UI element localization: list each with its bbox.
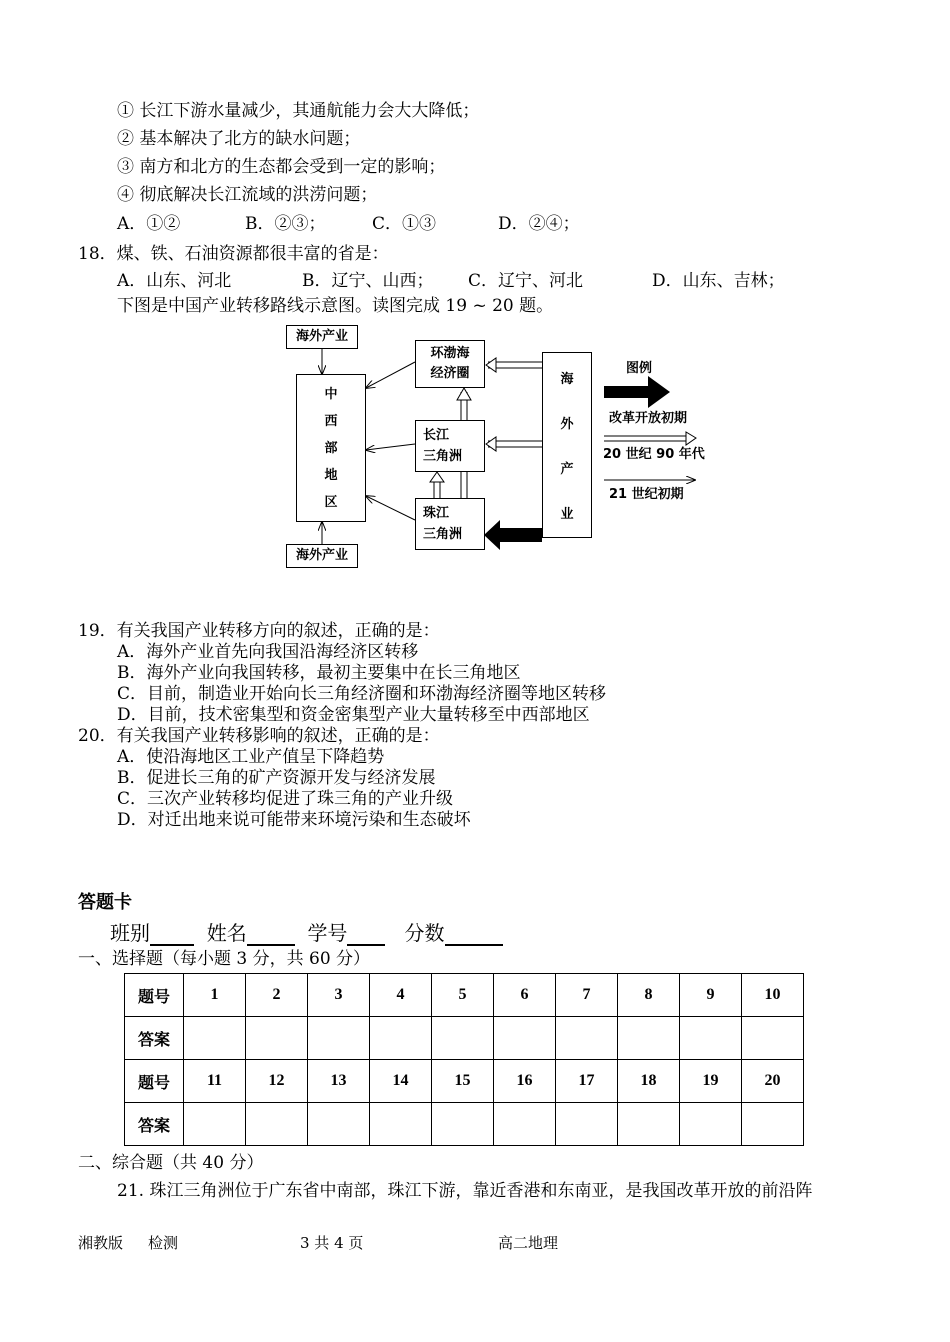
q-number: 20 <box>742 1060 804 1103</box>
q-number: 13 <box>308 1060 370 1103</box>
q-number: 14 <box>370 1060 432 1103</box>
q-number: 8 <box>618 974 680 1017</box>
student-id-blank[interactable] <box>347 926 385 946</box>
q-number: 6 <box>494 974 556 1017</box>
q-number: 12 <box>246 1060 308 1103</box>
answer-cell[interactable] <box>370 1017 432 1060</box>
table-row <box>125 1017 804 1060</box>
q18-option-a: A．山东、河北 <box>117 271 232 291</box>
q-number: 19 <box>680 1060 742 1103</box>
q17-item-3: ③ 南方和北方的生态都会受到一定的影响； <box>117 157 446 177</box>
table-row <box>125 1060 804 1103</box>
footer-page: 3 共 4 页 <box>300 1234 364 1252</box>
q20-option-a: A．使沿海地区工业产值呈下降趋势 <box>117 747 385 767</box>
q18-stem: 18．煤、铁、石油资源都很丰富的省是： <box>78 244 389 264</box>
row-label-a: 答案 <box>125 1103 184 1146</box>
q17-option-a: A．①② <box>117 214 181 234</box>
bohai-box: 环渤海 经济圈 <box>415 340 485 388</box>
section2-title: 二、综合题（共 40 分） <box>78 1153 264 1173</box>
answer-cell[interactable] <box>556 1103 618 1146</box>
q-number: 3 <box>308 974 370 1017</box>
legend-arrow-reform <box>604 376 670 408</box>
legend-90s-label: 20 世纪 90 年代 <box>603 447 705 462</box>
answer-cell[interactable] <box>246 1017 308 1060</box>
q-number: 7 <box>556 974 618 1017</box>
q20-option-b: B．促进长三角的矿产资源开发与经济发展 <box>117 768 436 788</box>
answer-table <box>124 973 804 1146</box>
section1-title: 一、选择题（每小题 3 分，共 60 分） <box>78 949 371 969</box>
q17-item-2: ② 基本解决了北方的缺水问题； <box>117 129 361 149</box>
q19-stem: 19．有关我国产业转移方向的叙述，正确的是： <box>78 621 440 641</box>
answer-cell[interactable] <box>680 1017 742 1060</box>
q21-stem: 21. 珠江三角洲位于广东省中南部，珠江下游，靠近香港和东南亚，是我国改革开放的前沿阵 <box>117 1181 813 1201</box>
name-label: 姓名 <box>206 921 247 945</box>
answer-cell[interactable] <box>308 1103 370 1146</box>
arrow-bohai-to-midwest <box>366 362 415 388</box>
answer-cell[interactable] <box>308 1017 370 1060</box>
row-label-a: 答案 <box>125 1017 184 1060</box>
answer-cell[interactable] <box>618 1017 680 1060</box>
row-label-q: 题号 <box>125 974 184 1017</box>
answer-cell[interactable] <box>432 1017 494 1060</box>
q-number: 5 <box>432 974 494 1017</box>
legend-title: 图例 <box>626 361 653 376</box>
class-blank[interactable] <box>150 926 194 946</box>
q-number: 2 <box>246 974 308 1017</box>
answer-card-title: 答题卡 <box>78 892 132 913</box>
q-number: 16 <box>494 1060 556 1103</box>
yangtze-box: 长江 三角洲 <box>415 420 485 472</box>
student-id-label: 学号 <box>307 921 348 945</box>
q-number: 17 <box>556 1060 618 1103</box>
answer-cell[interactable] <box>432 1103 494 1146</box>
q19-option-d: D．目前，技术密集型和资金密集型产业大量转移至中西部地区 <box>117 705 590 725</box>
answer-cell[interactable] <box>742 1017 804 1060</box>
q17-option-c: C．①③ <box>372 214 437 234</box>
q17-option-d: D．②④； <box>498 214 580 234</box>
q-number: 10 <box>742 974 804 1017</box>
q-number: 4 <box>370 974 432 1017</box>
legend-reform-label: 改革开放初期 <box>609 411 688 426</box>
answer-cell[interactable] <box>246 1103 308 1146</box>
q17-item-1: ① 长江下游水量减少，其通航能力会大大降低； <box>117 101 480 121</box>
pearl-box: 珠江 三角洲 <box>415 498 485 550</box>
q20-stem: 20．有关我国产业转移影响的叙述，正确的是： <box>78 726 440 746</box>
diagram-intro: 下图是中国产业转移路线示意图。读图完成 19 ~ 20 题。 <box>117 296 554 316</box>
overseas-bottom-box: 海外产业 <box>286 544 358 568</box>
q20-option-d: D．对迁出地来说可能带来环境污染和生态破坏 <box>117 810 471 830</box>
q19-option-a: A．海外产业首先向我国沿海经济区转移 <box>117 642 419 662</box>
arrow-yangtze-to-midwest <box>366 444 415 450</box>
q18-option-c: C．辽宁、河北 <box>468 271 584 291</box>
footer-type: 检测 <box>148 1234 179 1252</box>
q17-item-4: ④ 彻底解决长江流域的洪涝问题； <box>117 185 378 205</box>
overseas-top-box: 海外产业 <box>286 325 358 349</box>
q18-option-b: B．辽宁、山西； <box>302 271 434 291</box>
footer-publisher: 湘教版 <box>78 1234 124 1252</box>
arrow-pearl-to-midwest <box>366 496 415 520</box>
q19-option-c: C．目前，制造业开始向长三角经济圈和环渤海经济圈等地区转移 <box>117 684 607 704</box>
name-blank[interactable] <box>247 926 295 946</box>
answer-cell[interactable] <box>618 1103 680 1146</box>
footer-subject: 高二地理 <box>498 1234 559 1252</box>
q-number: 9 <box>680 974 742 1017</box>
answer-cell[interactable] <box>370 1103 432 1146</box>
overseas-right-box: 海 外 产 业 <box>542 352 592 538</box>
student-info-row <box>110 920 503 946</box>
row-label-q: 题号 <box>125 1060 184 1103</box>
answer-cell[interactable] <box>184 1103 246 1146</box>
q-number: 18 <box>618 1060 680 1103</box>
answer-cell[interactable] <box>680 1103 742 1146</box>
legend-21c-label: 21 世纪初期 <box>609 487 684 502</box>
answer-cell[interactable] <box>556 1017 618 1060</box>
q-number: 11 <box>184 1060 246 1103</box>
answer-cell[interactable] <box>742 1103 804 1146</box>
q-number: 15 <box>432 1060 494 1103</box>
q18-option-d: D．山东、吉林； <box>652 271 785 291</box>
score-blank[interactable] <box>445 926 503 946</box>
answer-cell[interactable] <box>494 1103 556 1146</box>
table-row <box>125 974 804 1017</box>
q20-option-c: C．三次产业转移均促进了珠三角的产业升级 <box>117 789 454 809</box>
midwest-box: 中 西 部 地 区 <box>296 374 366 522</box>
table-row <box>125 1103 804 1146</box>
answer-cell[interactable] <box>184 1017 246 1060</box>
answer-cell[interactable] <box>494 1017 556 1060</box>
arrow-head-bohai <box>486 358 496 372</box>
arrow-overseas-to-pearl <box>484 520 542 550</box>
class-label: 班别 <box>110 921 150 945</box>
q19-option-b: B．海外产业向我国转移，最初主要集中在长三角地区 <box>117 663 521 683</box>
q-number: 1 <box>184 974 246 1017</box>
q17-option-b: B．②③； <box>245 214 326 234</box>
score-label: 分数 <box>404 921 445 945</box>
